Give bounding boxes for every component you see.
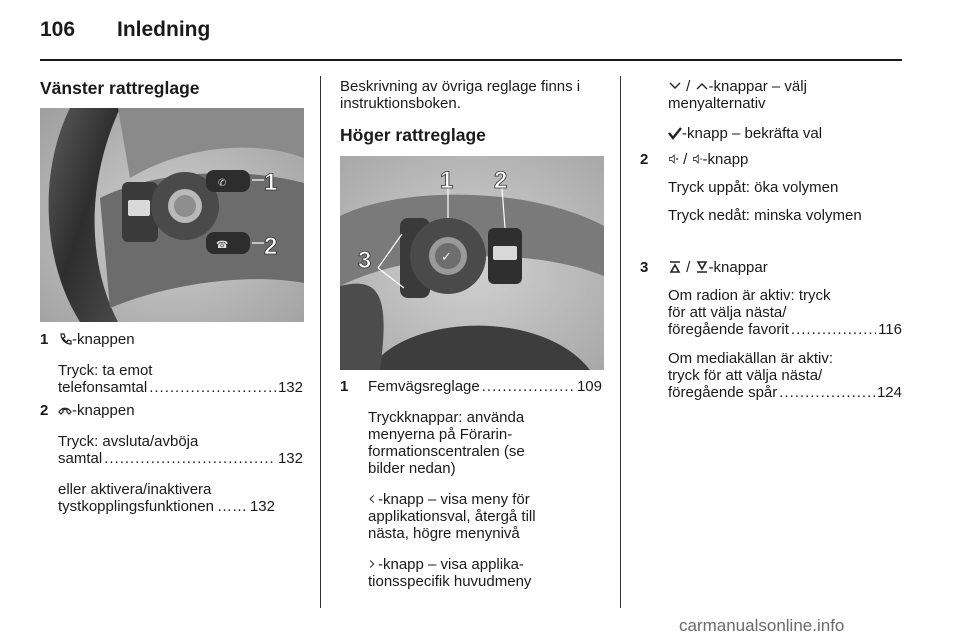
section-title-left-controls: Vänster rattreglage xyxy=(40,78,200,98)
item-desc: Om mediakällan är aktiv: xyxy=(668,350,834,367)
item-label-text: -knappar xyxy=(708,259,768,276)
callout-2: 2 xyxy=(494,167,508,194)
chevron-right-icon xyxy=(368,557,378,571)
item-label xyxy=(668,151,748,169)
intro-text: Beskrivning av övriga reglage finns i xyxy=(340,78,581,95)
page-ref: 109 xyxy=(576,378,602,395)
svg-text:☎: ☎ xyxy=(216,240,229,251)
separator: / xyxy=(686,78,691,95)
toc-entry xyxy=(368,378,602,396)
callout-1: 1 xyxy=(264,169,278,196)
separator: / xyxy=(683,151,688,168)
section-title-right-controls: Höger rattreglage xyxy=(340,125,486,145)
page-ref: 132 xyxy=(277,379,303,396)
desc-text: -knappar – välj xyxy=(708,78,807,95)
toc-entry xyxy=(58,450,303,468)
confirm-button-desc xyxy=(668,125,822,143)
desc-text: -knapp – visa meny för xyxy=(378,491,530,508)
phone-hangup-icon xyxy=(58,403,72,417)
column-divider xyxy=(320,76,321,608)
item-desc: Om radion är aktiv: tryck xyxy=(668,287,831,304)
desc-text: -knapp – visa applika- xyxy=(378,556,524,573)
callout-1: 1 xyxy=(440,167,454,194)
steering-wheel-left-image xyxy=(40,108,304,322)
page-ref: 116 xyxy=(878,321,902,338)
item-label-text: -knappen xyxy=(72,331,135,348)
toc-entry xyxy=(58,498,303,516)
toc-entry xyxy=(668,384,902,402)
watermark-link[interactable]: carmanualsonline.info xyxy=(679,616,845,635)
item-desc: bilder nedan) xyxy=(368,460,456,477)
volume-up-icon xyxy=(668,152,679,166)
toc-entry xyxy=(58,379,303,397)
toc-entry-text: föregående favorit xyxy=(668,321,789,338)
item-desc: eller aktivera/inaktivera xyxy=(58,481,212,498)
toc-entry-text: föregående spår xyxy=(668,384,778,401)
toc-entry xyxy=(668,321,902,339)
chevron-up-icon xyxy=(695,79,709,93)
phone-pickup-icon xyxy=(58,332,72,346)
page-ref: 132 xyxy=(277,450,303,467)
chevron-left-icon xyxy=(368,492,378,506)
left-button-desc xyxy=(368,491,530,509)
item-label xyxy=(668,259,768,277)
item-desc: Tryck uppåt: öka volymen xyxy=(668,179,839,196)
page-ref: 124 xyxy=(876,384,902,401)
volume-down-icon xyxy=(692,152,703,166)
checkmark-icon xyxy=(668,126,682,140)
toc-entry-text: tystkopplingsfunktionen xyxy=(58,498,214,515)
item-number: 3 xyxy=(640,259,649,276)
separator: / xyxy=(686,259,691,276)
seek-up-icon xyxy=(668,260,682,274)
column-divider xyxy=(620,76,621,608)
chapter-title: Inledning xyxy=(117,18,211,41)
item-number: 1 xyxy=(40,331,49,348)
item-label-text: -knapp xyxy=(702,151,749,168)
right-button-desc xyxy=(368,556,524,574)
item-desc: menyalternativ xyxy=(668,95,766,112)
item-label xyxy=(58,402,135,420)
chevron-down-icon xyxy=(668,79,682,93)
item-desc: applikationsval, återgå till xyxy=(368,508,536,525)
page-ref: 132 xyxy=(249,498,275,515)
item-number: 2 xyxy=(40,402,49,419)
svg-text:✆: ✆ xyxy=(218,178,227,189)
steering-wheel-right-image xyxy=(340,156,604,370)
item-desc: tionsspecifik huvudmeny xyxy=(368,573,532,590)
left-steering-wheel-photo xyxy=(40,108,304,322)
toc-leader: …… xyxy=(216,498,247,515)
updown-button-desc xyxy=(668,78,807,96)
item-desc: Tryckknappar: använda xyxy=(368,409,525,426)
seek-down-icon xyxy=(695,260,709,274)
item-desc: formationscentralen (se xyxy=(368,443,525,460)
intro-text: instruktionsboken. xyxy=(340,95,461,112)
item-desc: för att välja nästa/ xyxy=(668,304,787,321)
header-rule xyxy=(40,59,902,61)
item-desc: Tryck: ta emot xyxy=(58,362,153,379)
callout-2: 2 xyxy=(264,233,278,260)
item-number: 1 xyxy=(340,378,349,395)
item-desc: menyerna på Förarin- xyxy=(368,426,513,443)
svg-text:✓: ✓ xyxy=(441,250,452,265)
toc-entry-text: Femvägsreglage xyxy=(368,378,480,395)
item-desc: Tryck: avsluta/avböja xyxy=(58,433,199,450)
item-label xyxy=(58,331,135,349)
item-desc: Tryck nedåt: minska volymen xyxy=(668,207,862,224)
toc-entry-text: samtal xyxy=(58,450,103,467)
item-desc: tryck för att välja nästa/ xyxy=(668,367,823,384)
item-label-text: -knappen xyxy=(72,402,135,419)
item-number: 2 xyxy=(640,151,649,168)
toc-entry-text: telefonsamtal xyxy=(58,379,148,396)
page-number: 106 xyxy=(40,18,76,41)
item-desc: nästa, högre menynivå xyxy=(368,525,520,542)
callout-3: 3 xyxy=(358,247,372,274)
right-steering-wheel-photo xyxy=(340,156,604,370)
desc-text: -knapp – bekräfta val xyxy=(682,125,823,142)
